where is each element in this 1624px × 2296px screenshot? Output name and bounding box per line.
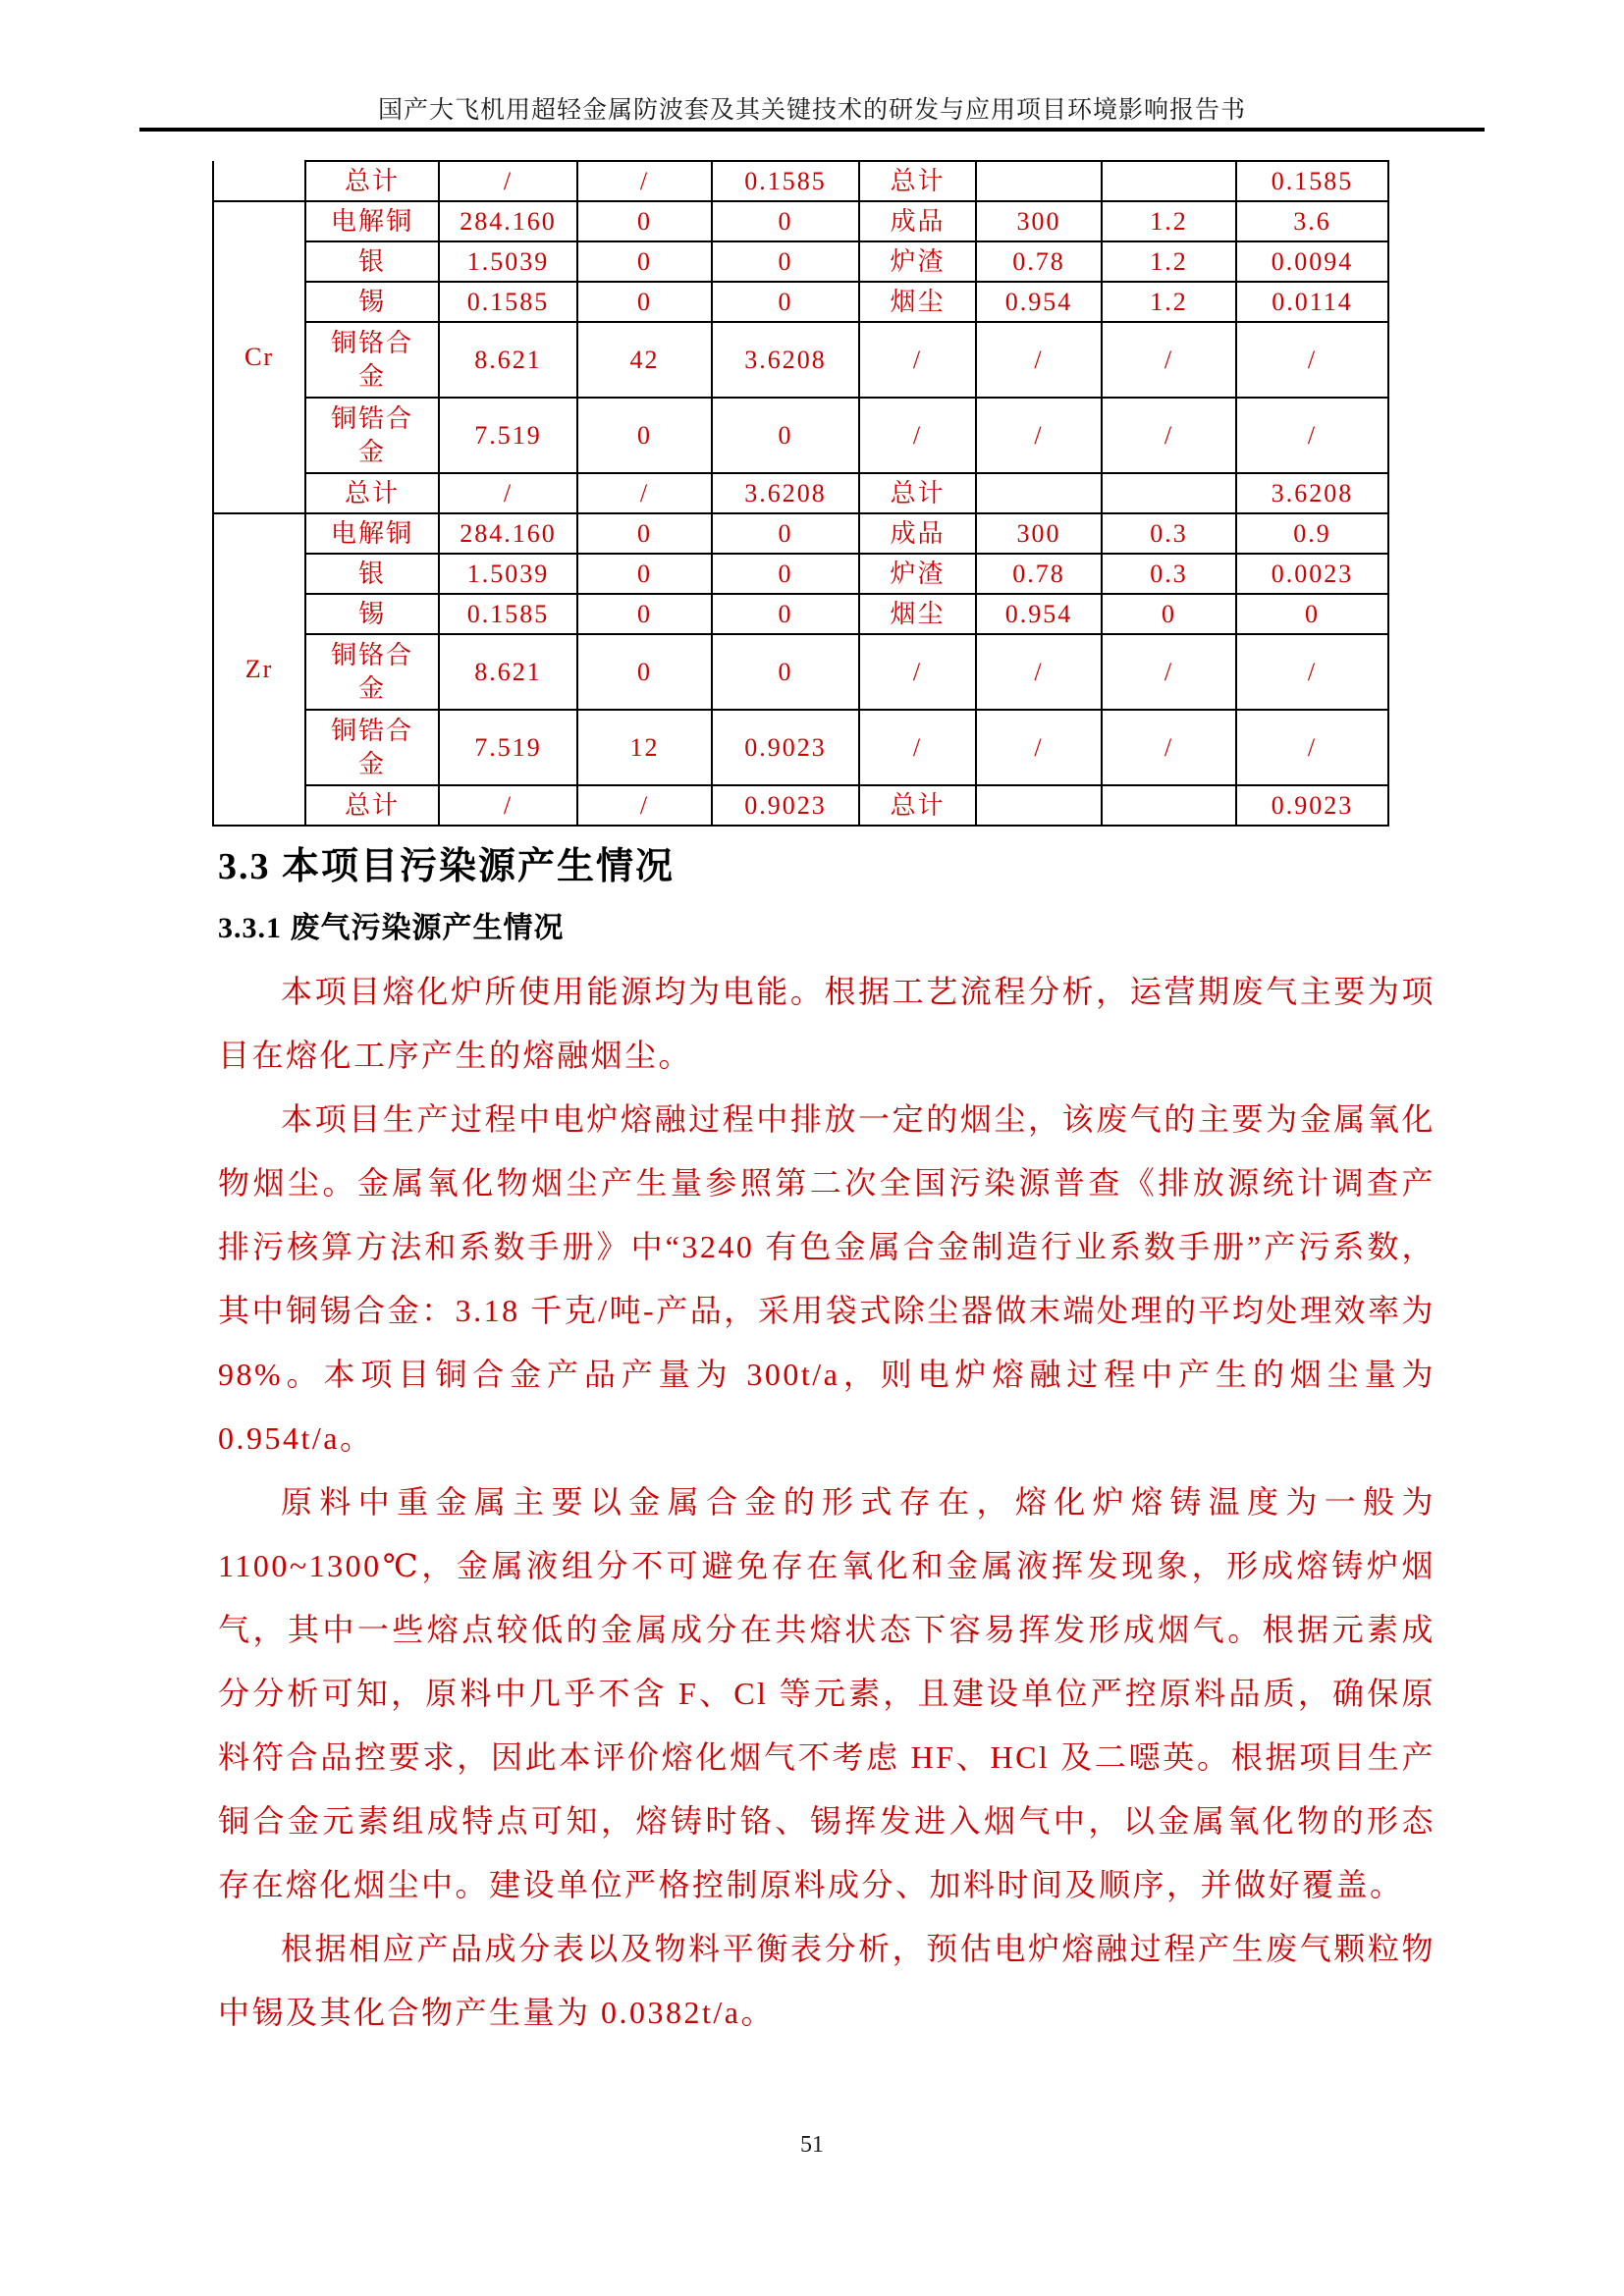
value-cell: 0 [577, 282, 712, 322]
value-cell: 0 [712, 554, 859, 594]
value-cell: 0.954 [976, 594, 1102, 634]
value-cell: 284.160 [439, 201, 577, 241]
value-cell: / [1236, 634, 1388, 710]
value-cell: 7.519 [439, 710, 577, 785]
table-row [213, 398, 1388, 473]
value-cell: / [439, 161, 577, 201]
value-cell: / [859, 398, 976, 473]
material-cell: 铜锆合金 [305, 710, 439, 785]
value-cell: 284.160 [439, 513, 577, 554]
material-cell: 总计 [305, 785, 439, 826]
element-cell: Cr [213, 201, 305, 513]
value-cell: 3.6208 [1236, 473, 1388, 513]
value-cell: 3.6 [1236, 201, 1388, 241]
value-cell: 12 [577, 710, 712, 785]
value-cell: 0.9023 [712, 785, 859, 826]
value-cell: 总计 [859, 785, 976, 826]
value-cell: 1.2 [1102, 201, 1236, 241]
value-cell: 0 [577, 554, 712, 594]
value-cell: 0.3 [1102, 513, 1236, 554]
value-cell: 炉渣 [859, 241, 976, 282]
value-cell: / [1102, 710, 1236, 785]
value-cell: / [859, 322, 976, 398]
table-row [213, 161, 1388, 201]
material-cell: 总计 [305, 473, 439, 513]
value-cell: / [859, 634, 976, 710]
body-text [218, 960, 1435, 2045]
material-cell: 银 [305, 241, 439, 282]
value-cell: 0 [577, 634, 712, 710]
value-cell: / [976, 710, 1102, 785]
value-cell: / [1236, 398, 1388, 473]
value-cell: 0.9023 [712, 710, 859, 785]
value-cell: / [577, 785, 712, 826]
value-cell: 8.621 [439, 322, 577, 398]
value-cell: 0 [577, 241, 712, 282]
value-cell: 成品 [859, 513, 976, 554]
value-cell: 0 [712, 201, 859, 241]
element-cell: Zr [213, 513, 305, 826]
element-cell [213, 161, 305, 201]
value-cell: 300 [976, 513, 1102, 554]
value-cell: 0.0023 [1236, 554, 1388, 594]
value-cell: 0 [1102, 594, 1236, 634]
value-cell: / [976, 322, 1102, 398]
value-cell: 0 [577, 398, 712, 473]
value-cell: 0.1585 [1236, 161, 1388, 201]
value-cell: 1.5039 [439, 241, 577, 282]
value-cell: 0.0094 [1236, 241, 1388, 282]
value-cell: 300 [976, 201, 1102, 241]
value-cell: 0.954 [976, 282, 1102, 322]
value-cell: 1.5039 [439, 554, 577, 594]
table-row [213, 634, 1388, 710]
value-cell: 3.6208 [712, 322, 859, 398]
material-cell: 银 [305, 554, 439, 594]
material-cell: 铜铬合金 [305, 322, 439, 398]
value-cell: 总计 [859, 473, 976, 513]
value-cell: / [859, 710, 976, 785]
value-cell: 0.78 [976, 554, 1102, 594]
value-cell: 总计 [859, 161, 976, 201]
value-cell: 0.78 [976, 241, 1102, 282]
value-cell: 0 [1236, 594, 1388, 634]
table-row [213, 785, 1388, 826]
table-row [213, 513, 1388, 554]
table-row [213, 282, 1388, 322]
value-cell: 0 [712, 282, 859, 322]
value-cell: 0.9 [1236, 513, 1388, 554]
value-cell: 1.2 [1102, 241, 1236, 282]
value-cell [1102, 473, 1236, 513]
value-cell: 0.1585 [712, 161, 859, 201]
header-rule [139, 128, 1485, 132]
value-cell: 0 [712, 634, 859, 710]
value-cell: 42 [577, 322, 712, 398]
value-cell: 0 [712, 513, 859, 554]
paragraph: 原料中重金属主要以金属合金的形式存在，熔化炉熔铸温度为一般为 1100~1300℃，金属液组分不可避免存在氧化和金属液挥发现象，形成熔铸炉烟气，其中一些熔点较低的金属成分在共熔状态下容易挥发形成烟气。根据元素成分分析可知，原料中几乎不含 F、Cl 等元素，且建设单位严控原料品质，确保原料符合品控要求，因此本评价熔化烟气不考虑 HF、HCl 及二噁英。根据项目生产铜合金元素组成特点可知，熔铸时铬、锡挥发进入烟气中，以金属氧化物的形态存在熔化烟尘中。建设单位严格控制原料成分、加料时间及顺序，并做好覆盖。 [218, 1484, 1435, 1902]
value-cell: / [976, 398, 1102, 473]
subsection-heading-3-3-1: 3.3.1 废气污染源产生情况 [218, 912, 565, 944]
paragraph: 本项目生产过程中电炉熔融过程中排放一定的烟尘，该废气的主要为金属氧化物烟尘。金属氧化物烟尘产生量参照第二次全国污染源普查《排放源统计调查产排污核算方法和系数手册》中“3240 有色金属合金制造行业系数手册”产污系数，其中铜锡合金：3.18 千克/吨-产品，采用袋式除尘器做末端处理的平均处理效率为 98%。本项目铜合金产品产量为 300t/a，则电炉熔融过程中产生的烟尘量为 0.954t/a。 [218, 1101, 1435, 1456]
value-cell [976, 161, 1102, 201]
value-cell: / [1102, 322, 1236, 398]
material-cell: 总计 [305, 161, 439, 201]
value-cell: 0 [712, 594, 859, 634]
table-row [213, 241, 1388, 282]
value-cell: 0.9023 [1236, 785, 1388, 826]
table-row [213, 201, 1388, 241]
value-cell [1102, 161, 1236, 201]
value-cell: / [1236, 710, 1388, 785]
table-row [213, 710, 1388, 785]
material-cell: 铜铬合金 [305, 634, 439, 710]
material-cell: 锡 [305, 282, 439, 322]
value-cell: / [439, 473, 577, 513]
value-cell: 0 [577, 201, 712, 241]
value-cell: 成品 [859, 201, 976, 241]
value-cell: / [1102, 634, 1236, 710]
material-cell: 锡 [305, 594, 439, 634]
table-row [213, 594, 1388, 634]
value-cell: 0 [712, 241, 859, 282]
value-cell: 烟尘 [859, 594, 976, 634]
value-cell: / [439, 785, 577, 826]
value-cell: 0 [577, 513, 712, 554]
material-cell: 电解铜 [305, 513, 439, 554]
paragraph: 根据相应产品成分表以及物料平衡表分析，预估电炉熔融过程产生废气颗粒物中锡及其化合物产生量为 0.0382t/a。 [218, 1931, 1435, 2030]
value-cell: 0.3 [1102, 554, 1236, 594]
value-cell [1102, 785, 1236, 826]
value-cell: / [1236, 322, 1388, 398]
table-row [213, 554, 1388, 594]
value-cell: 0 [577, 594, 712, 634]
page-number: 51 [800, 2132, 824, 2158]
value-cell: 3.6208 [712, 473, 859, 513]
value-cell [976, 785, 1102, 826]
value-cell: 炉渣 [859, 554, 976, 594]
value-cell: 0.1585 [439, 282, 577, 322]
table-row [213, 473, 1388, 513]
value-cell: 0 [712, 398, 859, 473]
material-cell: 铜锆合金 [305, 398, 439, 473]
table-row [213, 322, 1388, 398]
value-cell: 烟尘 [859, 282, 976, 322]
value-cell: 7.519 [439, 398, 577, 473]
material-balance-table [212, 160, 1389, 827]
value-cell: 8.621 [439, 634, 577, 710]
value-cell: / [976, 634, 1102, 710]
value-cell [976, 473, 1102, 513]
running-header-title: 国产大飞机用超轻金属防波套及其关键技术的研发与应用项目环境影响报告书 [377, 97, 1246, 124]
value-cell: 0.1585 [439, 594, 577, 634]
value-cell: / [577, 473, 712, 513]
material-cell: 电解铜 [305, 201, 439, 241]
paragraph: 本项目熔化炉所使用能源均为电能。根据工艺流程分析，运营期废气主要为项目在熔化工序产生的熔融烟尘。 [218, 974, 1435, 1073]
value-cell: / [1102, 398, 1236, 473]
value-cell: / [577, 161, 712, 201]
value-cell: 0.0114 [1236, 282, 1388, 322]
value-cell: 1.2 [1102, 282, 1236, 322]
section-heading-3-3: 3.3 本项目污染源产生情况 [218, 846, 676, 887]
